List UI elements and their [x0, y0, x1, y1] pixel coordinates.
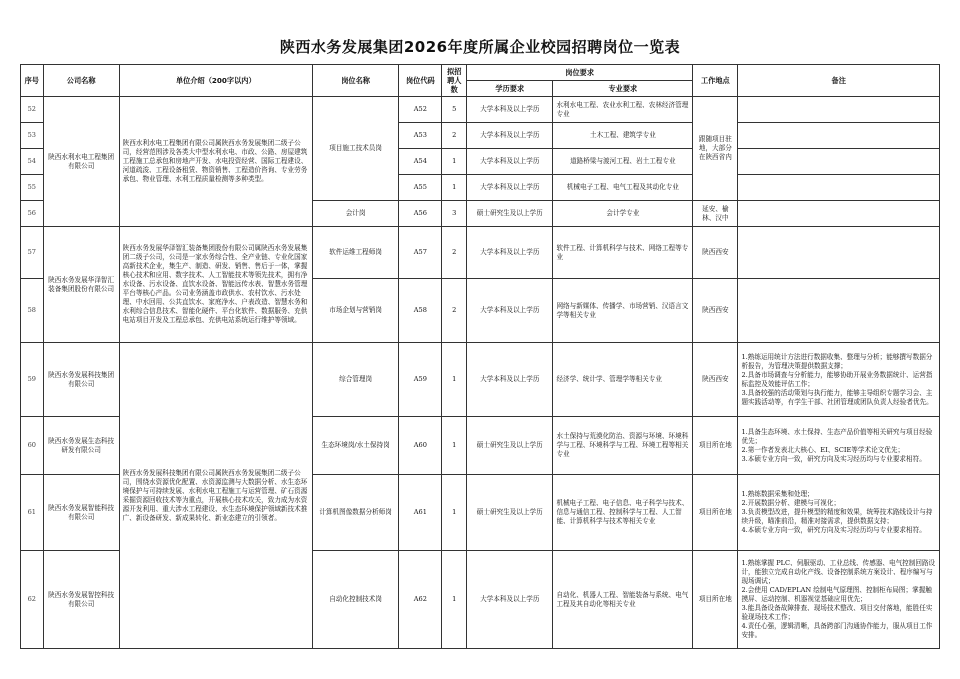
cell-edu: 大学本科及以上学历 [467, 149, 553, 175]
cell-notes: 1.熟练掌握 PLC、伺服驱动、工业总线、传感器、电气控制回路设计，能独立完成自动化产线、设备控制系统方案设计、程序编写与现场调试； 2.会使用 CAD/EPLAN 绘制电气原理图、控制柜布局图；掌握触摸屏、运动控制、机器视觉基础应用优先； 3.能具备设备故障排查、现场技术整改、项目交付落地，能胜任实验现场技术工作； 4.责任心强，逻辑清晰，具备跨部门沟通协作能力，服从项目工作安排。 [738, 551, 940, 649]
cell-position: 项目施工技术员岗 [312, 97, 398, 201]
cell-code: A58 [399, 279, 442, 343]
cell-major: 水土保持与荒漠化防治、资源与环境、环境科学与工程、环境科学与工程、环境工程等相关专业 [553, 417, 693, 475]
cell-code: A55 [399, 175, 442, 201]
cell-major: 网络与新媒体、传播学、市场营销、汉语言文学等相关专业 [553, 279, 693, 343]
cell-intro: 陕西水务发展华泽智汇装备集团股份有限公司属陕西水务发展集团二级子公司，公司是一家水务综合性、全产业链、专业化国家高新技术企业，集生产、制造、研发、销售、售后于一体，掌握核心技术和应用、数字技术、人工智能技术等领先技术，拥有净水设备、污水设备、直饮水设备、智能远传水表、智慧水务管理平台等核心产品。公司业务涵盖市政供水、农村饮水、污水处理、中水回用、公共直饮水、家庭净水、户表改造、智慧水务和水利综合信息技术、智能化硬件、平台化软件、数据服务、充供电站项目开发及工程总承包、充供电站系统运行维护等领域。 [119, 227, 312, 343]
cell-location: 陕西西安 [693, 227, 738, 279]
cell-count: 2 [442, 279, 467, 343]
cell-major: 自动化、机器人工程、智能装备与系统、电气工程及其自动化等相关专业 [553, 551, 693, 649]
cell-company: 陕西水务发展智控科技有限公司 [43, 551, 119, 649]
header-seq: 序号 [21, 65, 44, 97]
cell-edu: 大学本科及以上学历 [467, 227, 553, 279]
header-notes: 备注 [738, 65, 940, 97]
cell-intro: 陕西水务发展科技集团有限公司属陕西水务发展集团二级子公司，围绕水资源优化配置、水资源监测与大数据分析、水生态环境保护与可持续发展、水利水电工程施工与运营管理、矿石资源采掘资源回收技术等为重点，开展核心技术攻关，致力成为水资源开发利用、重大涉水工程建设、水生态环境保护领域新技术推广、新设备研发、新成果转化、新业态建立的引领者。 [119, 343, 312, 649]
cell-code: A59 [399, 343, 442, 417]
cell-major: 会计学专业 [553, 201, 693, 227]
cell-company: 陕西水务发展智能科技有限公司 [43, 475, 119, 551]
cell-edu: 大学本科及以上学历 [467, 123, 553, 149]
cell-count: 1 [442, 175, 467, 201]
cell-location: 项目所在地 [693, 417, 738, 475]
cell-notes: 1.熟练数据采集和处理； 2.开展数据分析、建模与可视化； 3.负责模型改进，提升模型的精度和效果，统筹技术路线设计与持续升级，瞄准前沿，精准对接需求，提供数据支持； 4.本硕专业方向一致，研究方向及实习经历均与专业要求相符。 [738, 475, 940, 551]
cell-major: 道路桥梁与渡河工程、岩土工程专业 [553, 149, 693, 175]
cell-location: 项目所在地 [693, 475, 738, 551]
header-intro: 单位介绍（200字以内） [119, 65, 312, 97]
cell-location: 跟随项目驻地，大部分在陕西省内 [693, 97, 738, 201]
cell-edu: 硕士研究生及以上学历 [467, 201, 553, 227]
cell-count: 1 [442, 475, 467, 551]
cell-intro: 陕西水利水电工程集团有限公司属陕西水务发展集团二级子公司，经营范围涉及各类大中型水利水电、市政、公路、房屋建筑工程施工总承包和房地产开发、水电投资经营、国际工程建设、河道疏浚、工程设备租赁、物资销售、工程造价咨询、专业劳务承包、物业管理、水利工程质量检测等多种类型。 [119, 97, 312, 227]
cell-notes: 1.熟练运用统计方法进行数据收集、整理与分析；能够撰写数据分析报告，为管理决策提供数据支撑； 2.具备市场调查与分析能力，能够协助开展业务数据统计、运营指标监控及效能评估工作； 3.具备较强的活动策划与执行能力，能够主导组织专题学习会、主题实践活动等，有学生干部、社团管理或团队负责人经验者优先。 [738, 343, 940, 417]
cell-edu: 大学本科及以上学历 [467, 551, 553, 649]
cell-code: A52 [399, 97, 442, 123]
header-code: 岗位代码 [399, 65, 442, 97]
cell-company: 陕西水利水电工程集团有限公司 [43, 97, 119, 227]
header-count: 拟招聘人数 [442, 65, 467, 97]
table-row [21, 227, 940, 279]
table-row [21, 343, 940, 417]
header-location: 工作地点 [693, 65, 738, 97]
recruitment-table [20, 64, 940, 649]
cell-seq: 54 [21, 149, 44, 175]
cell-major: 土木工程、建筑学专业 [553, 123, 693, 149]
cell-notes [738, 123, 940, 149]
cell-count: 5 [442, 97, 467, 123]
cell-code: A53 [399, 123, 442, 149]
cell-count: 1 [442, 343, 467, 417]
cell-major: 机械电子工程、电子信息、电子科学与技术、信息与通信工程、控制科学与工程、人工智能、计算机科学与技术等相关专业 [553, 475, 693, 551]
cell-seq: 58 [21, 279, 44, 343]
header-major: 专业要求 [553, 81, 693, 97]
header-edu: 学历要求 [467, 81, 553, 97]
cell-notes [738, 97, 940, 123]
cell-edu: 大学本科及以上学历 [467, 343, 553, 417]
cell-major: 软件工程、计算机科学与技术、网络工程等专业 [553, 227, 693, 279]
cell-company: 陕西水务发展华泽智汇装备集团股份有限公司 [43, 227, 119, 343]
cell-seq: 62 [21, 551, 44, 649]
cell-major: 机械电子工程、电气工程及其动化专业 [553, 175, 693, 201]
cell-seq: 53 [21, 123, 44, 149]
header-requirements: 岗位要求 [467, 65, 693, 81]
cell-seq: 52 [21, 97, 44, 123]
header-position: 岗位名称 [312, 65, 398, 97]
cell-major: 经济学、统计学、管理学等相关专业 [553, 343, 693, 417]
cell-notes [738, 279, 940, 343]
cell-count: 3 [442, 201, 467, 227]
cell-company: 陕西水务发展生态科技研发有限公司 [43, 417, 119, 475]
cell-major: 水利水电工程、农业水利工程、农林经济管理专业 [553, 97, 693, 123]
cell-code: A57 [399, 227, 442, 279]
page-title: 陕西水务发展集团2026年度所属企业校园招聘岗位一览表 [279, 38, 681, 56]
cell-count: 2 [442, 227, 467, 279]
cell-position: 综合管理岗 [312, 343, 398, 417]
cell-location: 陕西西安 [693, 279, 738, 343]
cell-edu: 硕士研究生及以上学历 [467, 475, 553, 551]
cell-notes [738, 227, 940, 279]
cell-company: 陕西水务发展科技集团有限公司 [43, 343, 119, 417]
cell-edu: 硕士研究生及以上学历 [467, 417, 553, 475]
cell-notes [738, 201, 940, 227]
header-company: 公司名称 [43, 65, 119, 97]
cell-location: 项目所在地 [693, 551, 738, 649]
cell-edu: 大学本科及以上学历 [467, 97, 553, 123]
cell-seq: 57 [21, 227, 44, 279]
cell-edu: 大学本科及以上学历 [467, 175, 553, 201]
cell-notes [738, 175, 940, 201]
cell-position: 会计岗 [312, 201, 398, 227]
cell-edu: 大学本科及以上学历 [467, 279, 553, 343]
cell-seq: 61 [21, 475, 44, 551]
cell-seq: 60 [21, 417, 44, 475]
cell-code: A54 [399, 149, 442, 175]
cell-code: A62 [399, 551, 442, 649]
cell-position: 生态环境岗/水土保持岗 [312, 417, 398, 475]
cell-seq: 59 [21, 343, 44, 417]
cell-seq: 55 [21, 175, 44, 201]
cell-code: A61 [399, 475, 442, 551]
cell-seq: 56 [21, 201, 44, 227]
cell-position: 市场企划与营销岗 [312, 279, 398, 343]
cell-count: 1 [442, 551, 467, 649]
cell-notes: 1.具备生态环境、水土保持、生态产品价值等相关研究与项目经验优先； 2.第一作者发表北大核心、EI、SCIE等学术论文优先； 3.本硕专业方向一致，研究方向及实习经历均与专业要求相符。 [738, 417, 940, 475]
cell-location: 陕西西安 [693, 343, 738, 417]
table-row [21, 97, 940, 123]
cell-position: 自动化控制技术岗 [312, 551, 398, 649]
cell-code: A56 [399, 201, 442, 227]
cell-count: 1 [442, 149, 467, 175]
cell-count: 1 [442, 417, 467, 475]
cell-position: 软件运维工程师岗 [312, 227, 398, 279]
cell-code: A60 [399, 417, 442, 475]
cell-location: 延安、榆林、汉中 [693, 201, 738, 227]
cell-position: 计算机图像数据分析师岗 [312, 475, 398, 551]
cell-notes [738, 149, 940, 175]
cell-count: 2 [442, 123, 467, 149]
